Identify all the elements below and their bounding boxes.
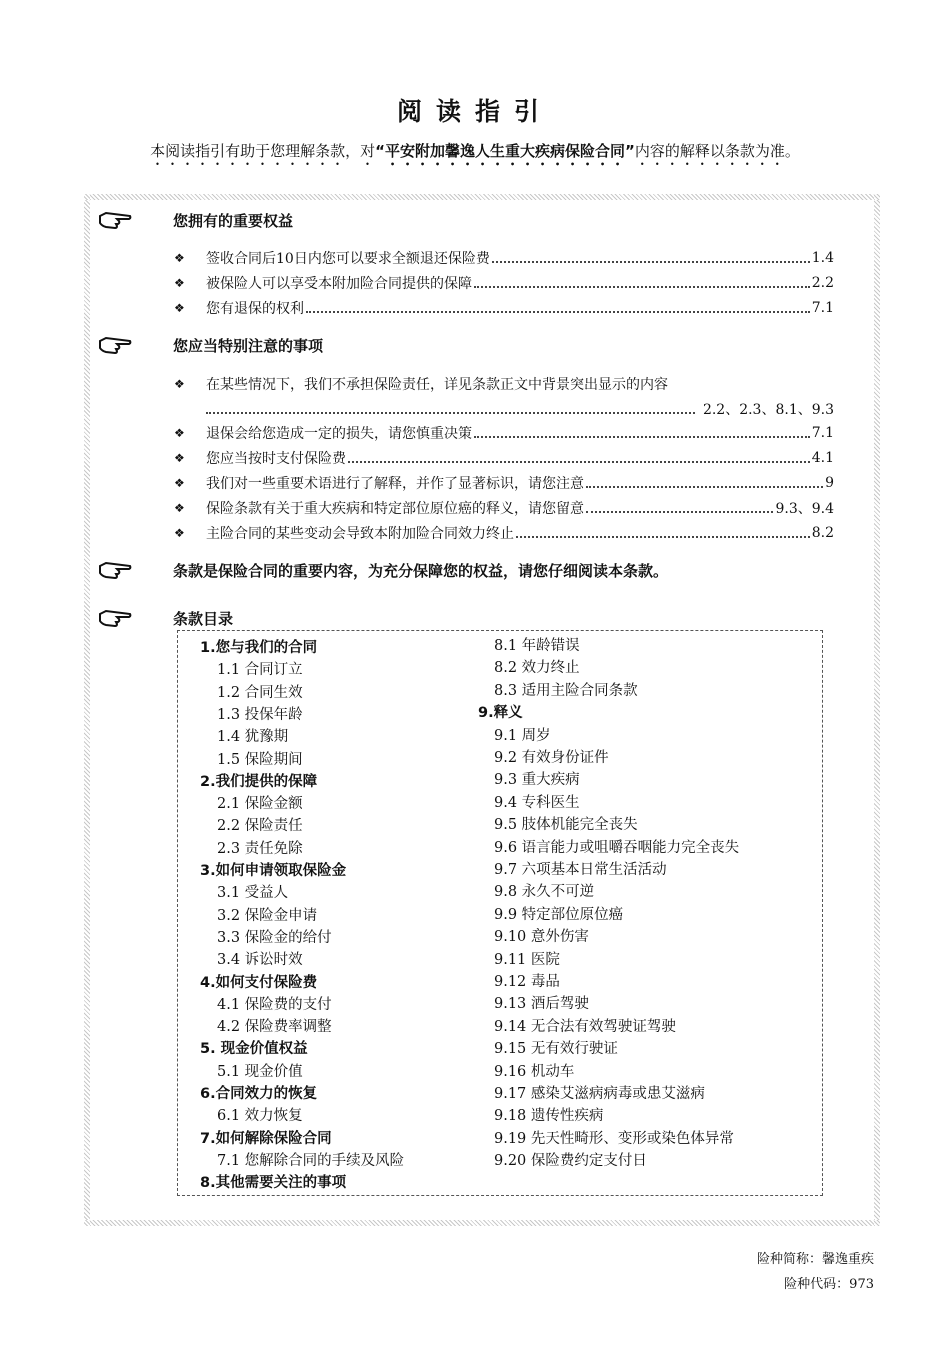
- toc-clause: 6.1 效力恢复: [217, 1108, 303, 1125]
- clause-reference: 1.4: [811, 250, 834, 266]
- guide-item-text: 主险合同的某些变动会导致本附加险合同效力终止: [206, 526, 514, 542]
- dot-leader: [474, 278, 810, 288]
- toc-clause: 9.2 有效身份证件: [494, 750, 609, 766]
- toc-clause: 9.12 毒品: [494, 974, 560, 990]
- clause-reference: 8.2: [811, 525, 834, 541]
- diamond-bullet-icon: ❖: [174, 526, 185, 540]
- guide-item: [174, 272, 834, 294]
- toc-chapter: 2.我们提供的保障: [200, 773, 318, 790]
- diamond-bullet-icon: ❖: [174, 476, 185, 490]
- toc-clause: 9.13 酒后驾驶: [494, 996, 589, 1013]
- toc-clause: 1.3 投保年龄: [217, 706, 303, 723]
- diamond-bullet-icon: ❖: [174, 451, 185, 465]
- page-title: 阅读指引: [396, 97, 553, 126]
- guide-item: [174, 297, 834, 319]
- diamond-bullet-icon: ❖: [174, 301, 185, 315]
- toc-clause: 9.4 专科医生: [494, 794, 580, 811]
- toc-clause: 9.6 语言能力或咀嚼吞咽能力完全丧失: [494, 839, 740, 856]
- toc-clause: 9.9 特定部位原位癌: [494, 906, 624, 923]
- section-attention-title: 您应当特别注意的事项: [173, 336, 324, 355]
- footer-short-name: 险种简称：馨逸重疾: [756, 1252, 874, 1267]
- toc-clause: 9.3 重大疾病: [494, 772, 580, 789]
- dot-leader: [474, 428, 810, 438]
- clause-reference: 9: [825, 475, 834, 491]
- toc-clause: 1.5 保险期间: [217, 751, 303, 768]
- toc-chapter: 7.如何解除保险合同: [200, 1130, 332, 1147]
- clause-reference: 2.2: [811, 275, 834, 291]
- footer-code: 险种代码：973: [784, 1277, 874, 1292]
- guide-item: [174, 247, 834, 269]
- diamond-bullet-icon: ❖: [174, 501, 185, 515]
- guide-item: [174, 447, 834, 469]
- toc-chapter: 4.如何支付保险费: [200, 974, 318, 991]
- dot-leader: [206, 404, 695, 414]
- pointing-hand-icon: [98, 608, 132, 628]
- toc-chapter: 1.您与我们的合同: [200, 640, 318, 656]
- diamond-bullet-icon: ❖: [174, 251, 185, 265]
- toc-clause: 9.11 医院: [494, 951, 560, 968]
- toc-chapter: 5. 现金价值权益: [200, 1041, 308, 1058]
- toc-clause: 1.2 合同生效: [217, 684, 303, 701]
- guide-item-text: 您应当按时支付保险费: [206, 451, 346, 467]
- toc-chapter: 3.如何申请领取保险金: [200, 863, 347, 879]
- clause-reference: 9.3、9.4: [775, 501, 834, 517]
- toc-clause: 9.7 六项基本日常生活活动: [494, 862, 667, 878]
- toc-clause: 3.2 保险金申请: [217, 907, 318, 924]
- pointing-hand-icon: [98, 335, 132, 355]
- dot-leader: [586, 503, 773, 513]
- toc-clause: 9.10 意外伤害: [494, 929, 589, 946]
- diamond-bullet-icon: ❖: [174, 426, 185, 440]
- clause-reference: 4.1: [811, 450, 834, 466]
- guide-item: [174, 373, 834, 395]
- guide-item-text: 您有退保的权利: [206, 301, 304, 317]
- guide-item: [174, 497, 834, 519]
- section-rights-header: [98, 208, 293, 232]
- guide-item-text: 我们对一些重要术语进行了解释，并作了显著标识，请您注意: [206, 476, 584, 492]
- toc-clause: 3.4 诉讼时效: [217, 952, 303, 969]
- guide-item-text: 被保险人可以享受本附加险合同提供的保障: [206, 276, 472, 292]
- toc-clause: 8.1 年龄错误: [494, 638, 580, 654]
- guide-item: [174, 422, 834, 444]
- toc-chapter: 6.合同效力的恢复: [200, 1086, 318, 1102]
- toc-clause: 3.3 保险金的给付: [217, 929, 332, 946]
- toc-clause: 1.1 合同订立: [217, 662, 303, 679]
- clause-reference: 7.1: [811, 425, 834, 441]
- toc-clause: 7.1 您解除合同的手续及风险: [217, 1152, 405, 1169]
- section-important-title: 条款是保险合同的重要内容，为充分保障您的权益，请您仔细阅读本条款。: [173, 561, 669, 580]
- dot-leader: [586, 478, 823, 488]
- toc-clause: 9.8 永久不可逆: [494, 884, 595, 901]
- intro-text: [0, 140, 950, 169]
- toc-clause: 9.19 先天性畸形、变形或染色体异常: [494, 1130, 734, 1147]
- toc-clause: 9.1 周岁: [494, 727, 551, 744]
- guide-item-text: 退保会给您造成一定的损失，请您慎重决策: [206, 426, 472, 442]
- guide-item: [174, 472, 834, 494]
- intro-before: 本阅读指引有助于您理解条款，对: [150, 142, 376, 160]
- intro-product-name: “平安附加馨逸人生重大疾病保险合同”: [375, 142, 635, 160]
- pointing-hand-icon: [98, 560, 132, 580]
- toc-clause: 8.2 效力终止: [494, 660, 580, 677]
- diamond-bullet-icon: ❖: [174, 276, 185, 290]
- toc-clause: 5.1 现金价值: [217, 1063, 303, 1080]
- toc-clause: 2.1 保险金额: [217, 796, 303, 813]
- toc-clause: 9.5 肢体机能完全丧失: [494, 817, 638, 834]
- clause-reference: 2.2、2.3、8.1、9.3: [702, 402, 834, 418]
- toc-clause: 9.17 感染艾滋病病毒或患艾滋病: [494, 1086, 705, 1102]
- intro-after: 内容的解释以条款为准。: [634, 142, 800, 160]
- guide-item-continuation: [206, 398, 834, 420]
- toc-clause: 9.20 保险费约定支付日: [494, 1153, 647, 1170]
- dot-leader: [306, 303, 810, 313]
- guide-item: [174, 522, 834, 544]
- toc-clause: 9.16 机动车: [494, 1063, 575, 1080]
- toc-clause: 9.15 无有效行驶证: [494, 1041, 618, 1058]
- toc-clause: 4.1 保险费的支付: [217, 996, 332, 1013]
- toc-clause: 2.3 责任免除: [217, 840, 303, 857]
- toc-clause: 1.4 犹豫期: [217, 729, 289, 746]
- guide-item-text: 签收合同后10日内您可以要求全额退还保险费: [206, 251, 490, 267]
- toc-clause: 2.2 保险责任: [217, 818, 303, 835]
- section-toc-title: 条款目录: [173, 609, 234, 628]
- toc-clause: 9.14 无合法有效驾驶证驾驶: [494, 1018, 676, 1035]
- toc-clause: 4.2 保险费率调整: [217, 1019, 332, 1036]
- toc-chapter: 9.释义: [478, 705, 523, 722]
- guide-item-text: 在某些情况下，我们不承担保险责任，详见条款正文中背景突出显示的内容: [206, 377, 668, 393]
- pointing-hand-icon: [98, 210, 132, 230]
- dot-leader: [348, 453, 810, 463]
- dot-leader: [492, 253, 810, 263]
- toc-clause: 8.3 适用主险合同条款: [494, 682, 638, 699]
- clause-reference: 7.1: [811, 300, 834, 316]
- dot-leader: [516, 528, 810, 538]
- section-rights-title: 您拥有的重要权益: [173, 211, 294, 230]
- diamond-bullet-icon: ❖: [174, 377, 185, 391]
- section-attention-header: [98, 333, 323, 357]
- section-important-header: [98, 558, 668, 582]
- section-toc-header: [98, 606, 233, 630]
- toc-clause: 3.1 受益人: [217, 885, 289, 902]
- toc-clause: 9.18 遗传性疾病: [494, 1108, 604, 1125]
- guide-item-text: 保险条款有关于重大疾病和特定部位原位癌的释义，请您留意: [206, 501, 584, 517]
- toc-chapter: 8.其他需要关注的事项: [200, 1175, 347, 1192]
